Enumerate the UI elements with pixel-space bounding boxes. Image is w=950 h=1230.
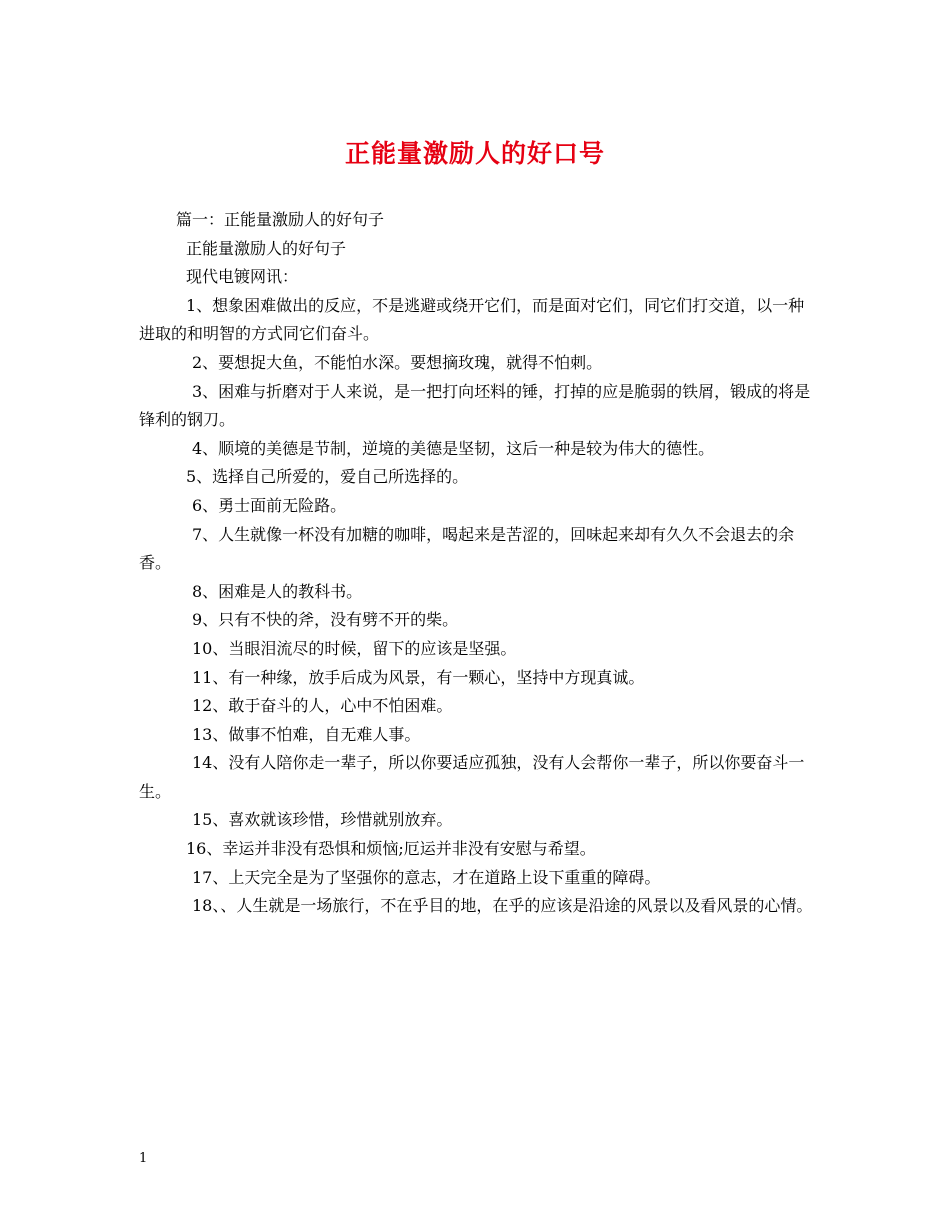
document-body [139,206,819,921]
paragraph: 4、顺境的美德是节制，逆境的美德是坚韧，这后一种是较为伟大的德性。 [192,438,715,458]
paragraph: 现代电镀网讯： [186,267,299,287]
paragraph: 11、有一种缘，放手后成为风景，有一颗心，坚持中方现真诚。 [192,667,645,687]
paragraph: 16、幸运并非没有恐惧和烦恼;厄运并非没有安慰与希望。 [186,839,596,859]
paragraph: 17、上天完全是为了坚强你的意志，才在道路上设下重重的障碍。 [192,867,661,887]
paragraph: 1、想象困难做出的反应，不是逃避或绕开它们，而是面对它们，同它们打交道，以一种进取的和明智的方式同它们奋斗。 [139,295,805,344]
paragraph: 7、人生就像一杯没有加糖的咖啡，喝起来是苦涩的，回味起来却有久久不会退去的余香。 [139,524,795,573]
paragraph: 14、没有人陪你走一辈子，所以你要适应孤独，没有人会帮你一辈子，所以你要奋斗一生。 [139,753,805,801]
paragraph: 6、勇士面前无险路。 [192,495,347,515]
paragraph: 15、喜欢就该珍惜，珍惜就别放弃。 [192,810,453,830]
paragraph: 12、敢于奋斗的人，心中不怕困难。 [192,696,453,716]
paragraph: 8、困难是人的教科书。 [192,581,363,601]
paragraph: 18、、人生就是一场旅行，不在乎目的地，在乎的应该是沿途的风景以及看风景的心情。 [192,896,813,916]
paragraph: 9、只有不快的斧，没有劈不开的柴。 [192,610,459,630]
paragraph: 篇一：正能量激励人的好句子 [176,210,385,229]
paragraph: 正能量激励人的好句子 [186,238,347,258]
document-title: 正能量激励人的好口号 [344,139,605,168]
page-number: 1 [139,1151,148,1166]
paragraph: 13、做事不怕难，自无难人事。 [192,724,421,744]
paragraph: 3、困难与折磨对于人来说，是一把打向坯料的锤，打掉的应是脆弱的铁屑，锻成的将是锋利的钢刀。 [139,381,811,430]
paragraph: 10、当眼泪流尽的时候，留下的应该是坚强。 [192,638,517,658]
paragraph: 5、选择自己所爱的，爱自己所选择的。 [186,467,469,487]
paragraph: 2、要想捉大鱼，不能怕水深。要想摘玫瑰，就得不怕刺。 [192,352,603,372]
